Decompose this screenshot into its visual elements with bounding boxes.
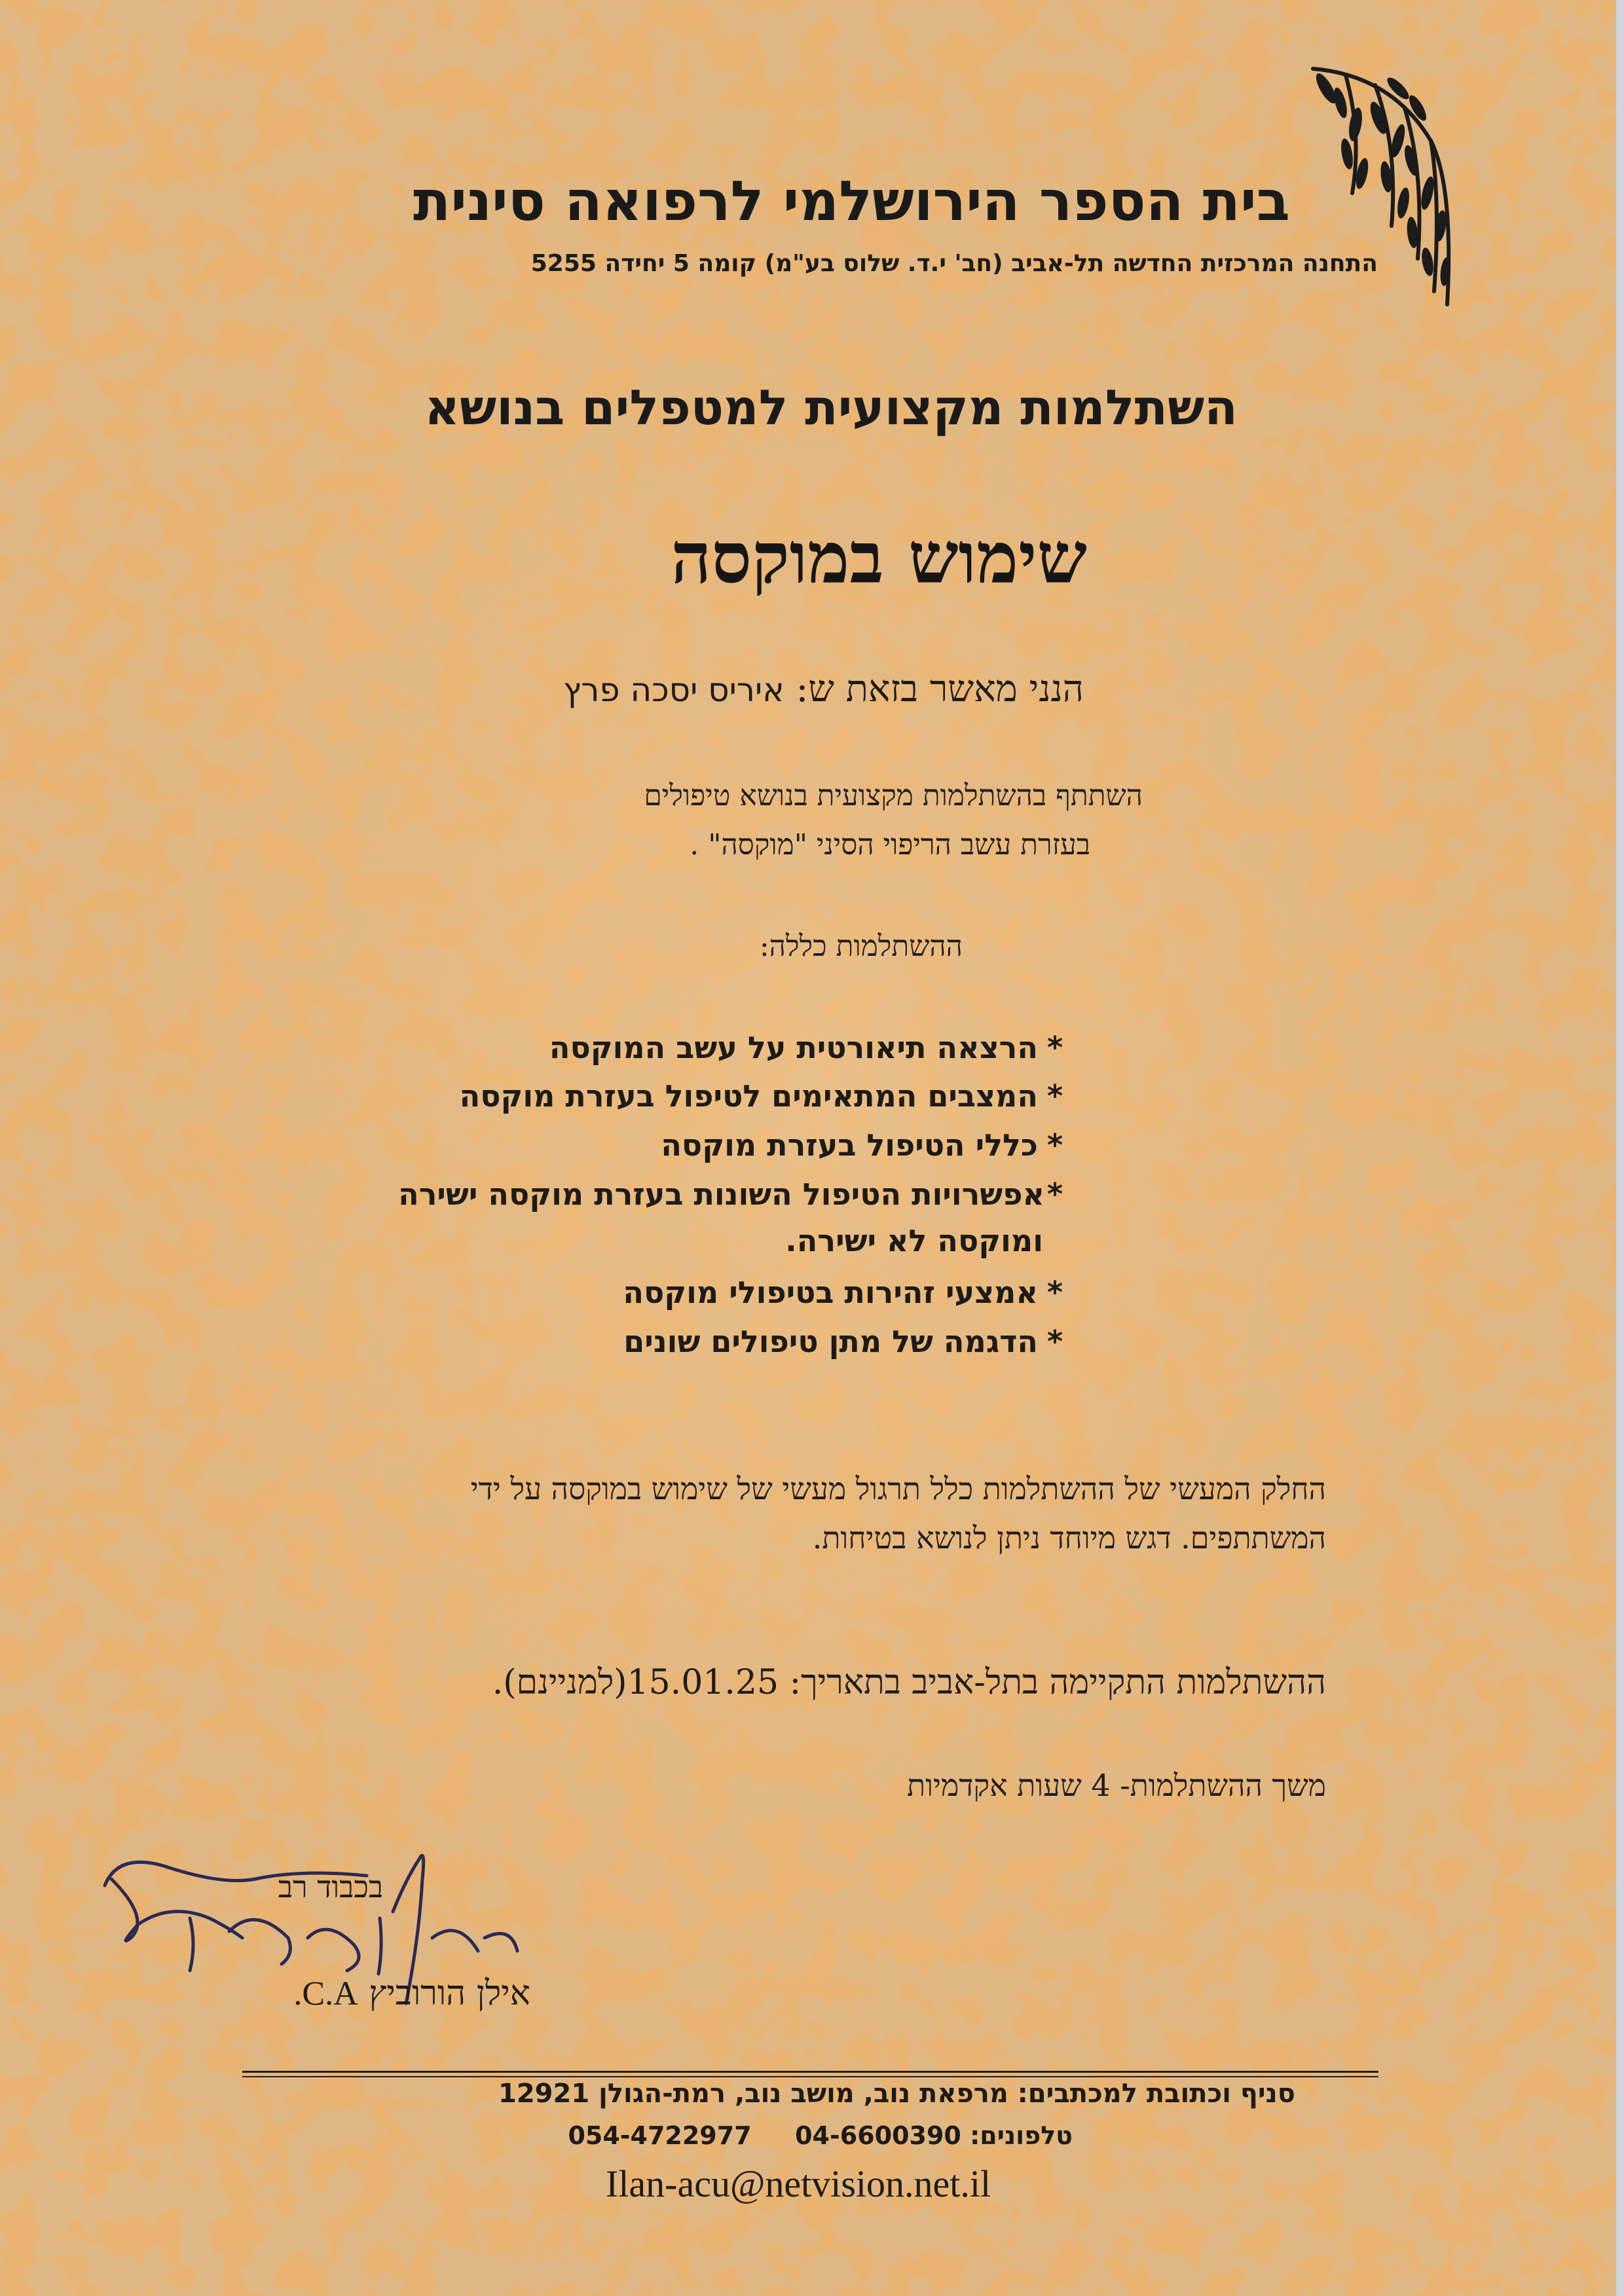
regards-text: בכבוד רב [278, 1869, 383, 1904]
signer-credential: C.A. [293, 1975, 358, 2013]
signer-line [293, 1974, 530, 2013]
syllabus-item [661, 1127, 1063, 1163]
syllabus-item-text: אמצעי זהירות בטיפולי מוקסה [623, 1275, 1038, 1310]
footer-address: סניף וכתובת למכתבים: מרפאת נוב, מושב נוב, רמת-הגולן 12921 [498, 2079, 1295, 2109]
practical-line-1: החלק המעשי של ההשתלמות כלל תרגול מעשי של שימוש במוקסה על ידי [470, 1471, 1326, 1506]
bullet-marker: * [1046, 1127, 1063, 1163]
course-heading: השתלמות מקצועית למטפלים בנושא [424, 380, 1238, 436]
course-date: ההשתלמות התקיימה בתל-אביב בתאריך: 15.01.25(למניינם). [492, 1663, 1326, 1702]
syllabus-item-continuation: ומוקסה לא ישירה. [785, 1223, 1043, 1258]
school-name: בית הספר הירושלמי לרפואה סינית [413, 169, 1290, 233]
phone-number: 054-4722977 [568, 2121, 752, 2150]
bullet-marker: * [1046, 1275, 1063, 1310]
footer-email: Ilan-acu@netvision.net.il [606, 2162, 991, 2205]
syllabus-item-text: כללי הטיפול בעזרת מוקסה [661, 1127, 1038, 1163]
practical-line-2: המשתתפים. דגש מיוחד ניתן לנושא בטיחות. [812, 1520, 1326, 1556]
syllabus-item [460, 1078, 1063, 1114]
footer-phones [568, 2121, 1073, 2150]
phones-label: טלפונים: [970, 2121, 1073, 2150]
signer-name: אילן הורוביץ [369, 1974, 530, 2013]
bullet-marker: * [1046, 1030, 1063, 1065]
course-title: שימוש במוקסה [671, 517, 1087, 600]
certify-line [563, 668, 1084, 710]
syllabus-item [623, 1275, 1063, 1310]
syllabus-item [398, 1176, 1063, 1212]
participant-name: איריס יסכה פרץ [563, 671, 784, 709]
certify-prefix: הנני מאשר בזאת ש: [796, 668, 1084, 710]
footer-divider [242, 2071, 1378, 2073]
bullet-marker: * [1046, 1176, 1063, 1212]
participation-line-2: בעזרת עשב הריפוי הסיני "מוקסה" . [690, 828, 1090, 862]
participation-line-1: השתתף בהשתלמות מקצועית בנושא טיפולים [644, 779, 1143, 812]
syllabus-item-text: אפשרויות הטיפול השונות בעזרת מוקסה ישירה [398, 1176, 1044, 1212]
syllabus-item [623, 1324, 1063, 1359]
included-label: ההשתלמות כללה: [759, 930, 963, 963]
bullet-marker: * [1046, 1324, 1063, 1359]
syllabus-item-text: הרצאה תיאורטית על עשב המוקסה [549, 1030, 1038, 1065]
syllabus-item-text: המצבים המתאימים לטיפול בעזרת מוקסה [459, 1078, 1038, 1114]
bullet-marker: * [1046, 1078, 1063, 1114]
course-duration: משך ההשתלמות- 4 שעות אקדמיות [907, 1768, 1326, 1803]
syllabus-item [549, 1030, 1063, 1065]
syllabus-item-text: הדגמה של מתן טיפולים שונים [623, 1324, 1038, 1359]
willow-branch-icon [1300, 62, 1464, 314]
phone-number: 04-6600390 [795, 2121, 961, 2150]
school-address: התחנה המרכזית החדשה תל-אביב (חב' י.ד. שלוס בע"מ) קומה 5 יחידה 5255 [530, 250, 1378, 277]
footer-divider [242, 2076, 1378, 2077]
